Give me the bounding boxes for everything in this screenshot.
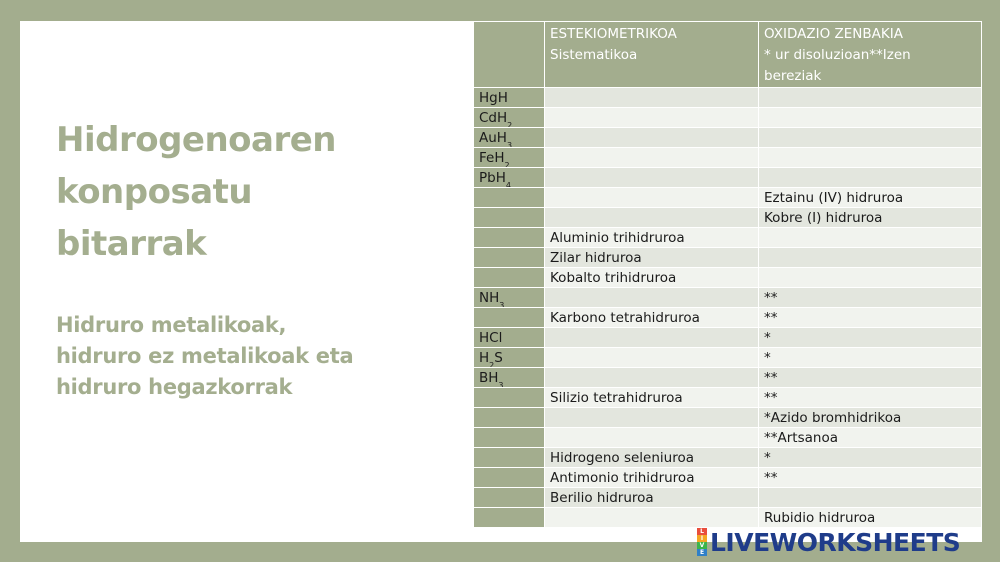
subtitle-line-1: Hidruro metalikoak, [56,313,287,337]
oxidation-name-cell[interactable]: Rubidio hidruroa [759,508,982,528]
formula-cell[interactable] [474,128,545,148]
systematic-name-cell[interactable] [545,168,759,188]
systematic-name-cell[interactable] [545,188,759,208]
formula-text: CdH [479,109,508,126]
oxidation-name-cell[interactable]: ** [759,388,982,408]
oxidation-name-cell[interactable]: * [759,448,982,468]
table-row [474,308,982,328]
systematic-name-cell[interactable]: Silizio tetrahidruroa [545,388,759,408]
systematic-name-cell[interactable] [545,128,759,148]
formula-subscript: 3 [498,380,504,388]
subtitle-line-2: hidruro ez metalikoak eta [56,344,354,368]
formula-text: PbH [479,169,506,186]
formula-subscript: 2 [489,360,495,368]
table-row [474,148,982,168]
formula-cell[interactable] [474,168,545,188]
systematic-name-cell[interactable] [545,148,759,168]
oxidation-name-cell[interactable]: * [759,328,982,348]
title-line-3: bitarrak [56,224,207,264]
oxidation-name-cell[interactable] [759,108,982,128]
formula-text: NH [479,289,500,306]
liveworksheets-logo-icon [697,528,707,556]
formula-cell[interactable] [474,468,545,488]
table-row [474,208,982,228]
table-header-row [474,22,982,88]
oxidation-name-cell[interactable]: *Azido bromhidrikoa [759,408,982,428]
formula-text: BH [479,369,499,386]
logo-letter-i: I [697,535,707,542]
formula-text: AuH [479,129,507,146]
systematic-name-cell[interactable]: Hidrogeno seleniuroa [545,448,759,468]
table-row [474,228,982,248]
oxidation-name-cell[interactable]: ** [759,368,982,388]
formula-cell[interactable] [474,268,545,288]
formula-suffix: S [494,349,503,366]
systematic-name-cell[interactable] [545,208,759,228]
formula-cell[interactable] [474,488,545,508]
oxidation-name-cell[interactable]: **Artsanoa [759,428,982,448]
systematic-name-cell[interactable] [545,348,759,368]
systematic-name-cell[interactable]: Berilio hidruroa [545,488,759,508]
table-row [474,108,982,128]
oxidation-name-cell[interactable]: Kobre (I) hidruroa [759,208,982,228]
table-row [474,348,982,368]
table-row [474,488,982,508]
formula-text: HgH [479,89,508,106]
formula-subscript: 3 [499,300,505,308]
systematic-name-cell[interactable]: Karbono tetrahidruroa [545,308,759,328]
oxidation-name-cell[interactable]: ** [759,468,982,488]
systematic-name-cell[interactable]: Kobalto trihidruroa [545,268,759,288]
logo-letter-l: L [697,528,707,535]
formula-cell[interactable] [474,448,545,468]
liveworksheets-brand [697,527,960,557]
header-systematic-line-2: Sistematikoa [550,47,638,63]
formula-subscript: 2 [504,160,510,168]
formula-cell[interactable] [474,248,545,268]
formula-cell[interactable] [474,228,545,248]
systematic-name-cell[interactable] [545,88,759,108]
hydride-table [473,21,982,528]
table-row [474,428,982,448]
oxidation-name-cell[interactable] [759,168,982,188]
oxidation-name-cell[interactable] [759,248,982,268]
systematic-name-cell[interactable] [545,288,759,308]
formula-cell[interactable] [474,348,545,368]
formula-cell[interactable] [474,188,545,208]
oxidation-name-cell[interactable] [759,228,982,248]
table-row [474,328,982,348]
table-row [474,408,982,428]
table-row [474,448,982,468]
systematic-name-cell[interactable]: Aluminio trihidruroa [545,228,759,248]
formula-subscript: 2 [507,120,513,128]
table-row [474,388,982,408]
table-row [474,468,982,488]
formula-cell[interactable] [474,308,545,328]
table-row [474,128,982,148]
formula-cell[interactable] [474,328,545,348]
table-row [474,168,982,188]
formula-cell[interactable] [474,428,545,448]
formula-text: FeH [479,149,505,166]
systematic-name-cell[interactable] [545,508,759,528]
systematic-name-cell[interactable]: Antimonio trihidruroa [545,468,759,488]
formula-cell[interactable] [474,368,545,388]
subtitle-line-3: hidruro hegazkorrak [56,375,293,399]
systematic-name-cell[interactable] [545,408,759,428]
header-oxidation-line-3: bereziak [764,68,822,84]
formula-cell[interactable] [474,408,545,428]
systematic-name-cell[interactable] [545,108,759,128]
formula-cell[interactable] [474,288,545,308]
systematic-name-cell[interactable] [545,368,759,388]
formula-cell[interactable] [474,508,545,528]
title-line-2: konposatu [56,172,253,212]
brand-wordmark: LIVEWORKSHEETS [710,527,961,557]
formula-cell[interactable] [474,148,545,168]
header-oxidation-line-1: OXIDAZIO ZENBAKIA [764,26,903,42]
header-oxidation [759,22,982,88]
oxidation-name-cell[interactable] [759,128,982,148]
formula-text: HCl [479,329,503,346]
header-systematic-line-1: ESTEKIOMETRIKOA [550,26,677,42]
systematic-name-cell[interactable] [545,428,759,448]
systematic-name-cell[interactable]: Zilar hidruroa [545,248,759,268]
logo-letter-e: E [697,549,707,556]
formula-subscript: 4 [505,180,511,188]
title-line-1: Hidrogenoaren [56,120,337,160]
table-row [474,508,982,528]
oxidation-name-cell[interactable]: * [759,348,982,368]
table-row [474,248,982,268]
oxidation-name-cell[interactable]: ** [759,308,982,328]
table-row [474,188,982,208]
page-subtitle [56,310,353,403]
header-formula [474,22,545,88]
formula-text: H [479,349,490,366]
systematic-name-cell[interactable] [545,328,759,348]
header-systematic [545,22,759,88]
formula-cell[interactable] [474,88,545,108]
table-row [474,288,982,308]
formula-cell[interactable] [474,208,545,228]
header-oxidation-line-2: * ur disoluzioan**Izen [764,47,911,63]
oxidation-name-cell[interactable] [759,268,982,288]
oxidation-name-cell[interactable]: ** [759,288,982,308]
oxidation-name-cell[interactable]: Eztainu (IV) hidruroa [759,188,982,208]
oxidation-name-cell[interactable] [759,148,982,168]
logo-letter-v: V [697,542,707,549]
table-row [474,88,982,108]
table-row [474,268,982,288]
oxidation-name-cell[interactable] [759,488,982,508]
page-title [56,114,336,270]
formula-cell[interactable] [474,108,545,128]
table-row [474,368,982,388]
formula-subscript: 3 [506,140,513,148]
formula-cell[interactable] [474,388,545,408]
oxidation-name-cell[interactable] [759,88,982,108]
